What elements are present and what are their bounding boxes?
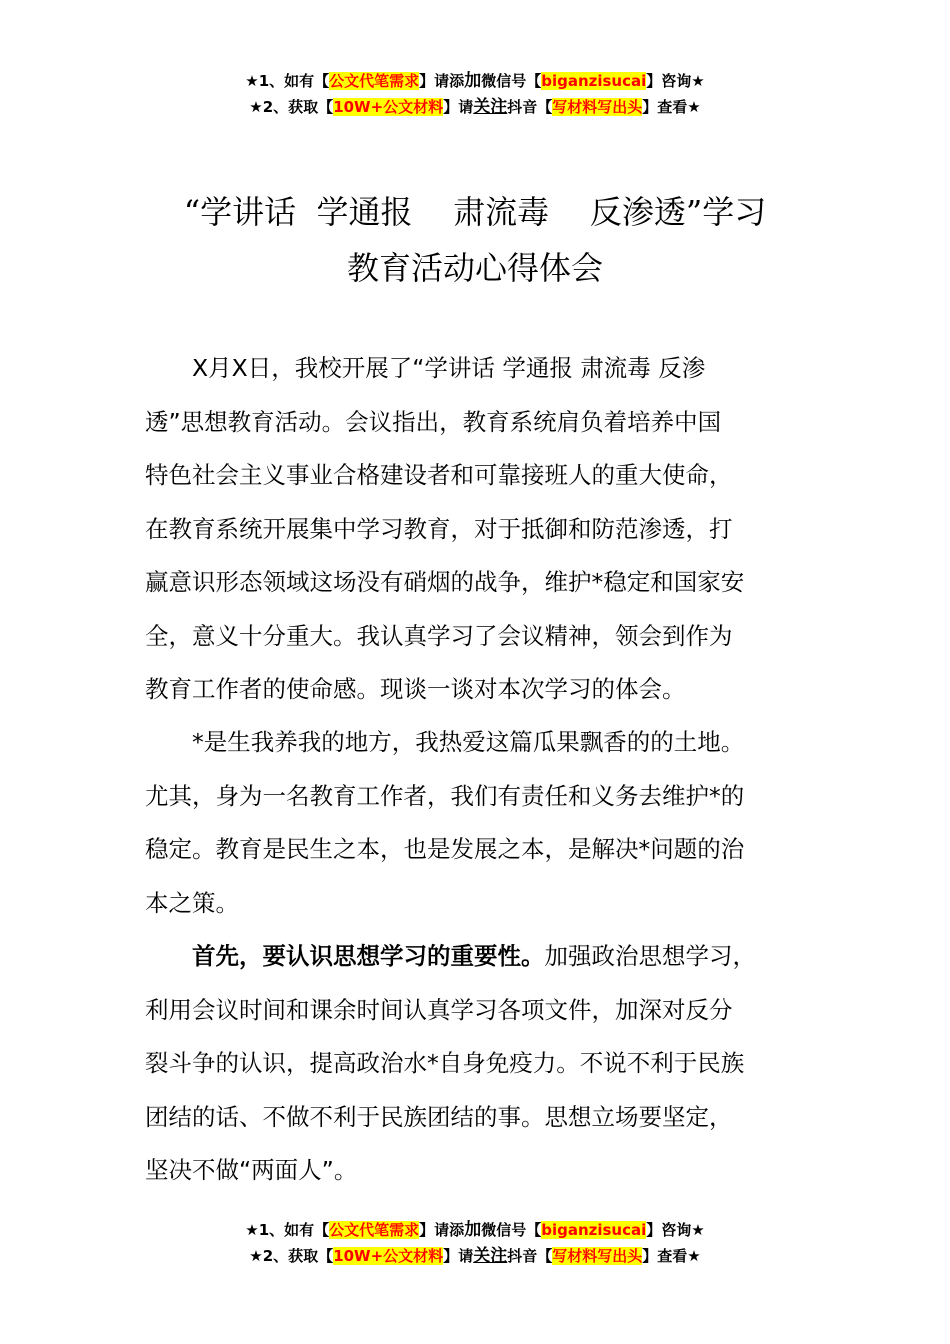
header-banner [0, 68, 950, 120]
text-line: 利用会议时间和课余时间认真学习各项文件，加深对反分 [145, 995, 733, 1024]
text-line [145, 930, 815, 984]
text-line: 裂斗争的认识，提高政治水*自身免疫力。不说不利于民族 [145, 1049, 745, 1077]
text-line: 在教育系统开展集中学习教育，对于抵御和防范渗透，打 [145, 514, 733, 543]
banner-text: 】请 [443, 1247, 474, 1265]
banner-text: ★1、如有【 [245, 1221, 330, 1239]
banner-text: 抖音【 [507, 1247, 553, 1265]
text-line: 坚决不做“两面人”。 [145, 1156, 358, 1184]
banner-text: 】咨询★ [646, 72, 705, 90]
banner-line-2 [0, 94, 950, 120]
banner-text: 关注 [473, 1246, 508, 1266]
banner-highlight: 10W+公文材料 [333, 98, 444, 116]
banner-text: ★2、获取【 [249, 98, 334, 116]
banner-highlight: biganzisucai [541, 1221, 647, 1239]
banner-line-1 [0, 1217, 950, 1243]
banner-text: 】请添 [419, 1221, 465, 1239]
text-line: 特色社会主义事业合格建设者和可靠接班人的重大使命， [145, 461, 733, 489]
banner-text: 加 [464, 1220, 482, 1240]
text-line: 稳定。教育是民生之本，也是发展之本，是解决*问题的治 [145, 835, 745, 863]
banner-text: 微信号【 [481, 72, 542, 90]
banner-text: 】请添 [419, 72, 465, 90]
paragraph-1 [145, 342, 815, 717]
banner-text: ★2、获取【 [249, 1247, 334, 1265]
paragraph-2 [145, 716, 815, 930]
banner-text: 加 [464, 71, 482, 91]
banner-highlight: 公文代笔需求 [329, 72, 420, 90]
banner-highlight: biganzisucai [541, 72, 647, 90]
text-line: X月X日，我校开展了“学讲话 学通报 肃流毒 反渗 [192, 354, 706, 382]
paragraph-3 [145, 930, 815, 1198]
text-line: 赢意识形态领域这场没有硝烟的战争，维护*稳定和国家安 [145, 568, 745, 596]
banner-line-2 [0, 1243, 950, 1269]
text-segment: 加强政治思想学习， [544, 942, 756, 970]
bold-lead: 首先，要认识思想学习的重要性。 [192, 942, 545, 970]
text-line: 本之策。 [145, 888, 239, 917]
text-line: *是生我养我的地方，我热爱这篇瓜果飘香的的土地。 [192, 728, 745, 756]
banner-text: 】咨询★ [646, 1221, 705, 1239]
banner-text: 】查看★ [642, 98, 701, 116]
banner-text: 】查看★ [642, 1247, 701, 1265]
banner-highlight: 写材料写出头 [552, 98, 643, 116]
document-title-line-1: “学讲话 学通报 肃流毒 反渗透”学习 [183, 193, 767, 231]
text-line: 教育工作者的使命感。现谈一谈对本次学习的体会。 [145, 675, 686, 703]
banner-text: 抖音【 [507, 98, 553, 116]
banner-highlight: 写材料写出头 [552, 1247, 643, 1265]
banner-highlight: 10W+公文材料 [333, 1247, 444, 1265]
text-line: 全，意义十分重大。我认真学习了会议精神，领会到作为 [145, 621, 733, 650]
banner-text: 】请 [443, 98, 474, 116]
banner-text: ★1、如有【 [245, 72, 330, 90]
text-line: 尤其，身为一名教育工作者，我们有责任和义务去维护*的 [145, 781, 745, 810]
banner-text: 微信号【 [481, 1221, 542, 1239]
document-title-line-2: 教育活动心得体会 [346, 249, 603, 287]
banner-highlight: 公文代笔需求 [329, 1221, 420, 1239]
banner-text: 关注 [473, 97, 508, 117]
banner-line-1 [0, 68, 950, 94]
text-line: 透”思想教育活动。会议指出，教育系统肩负着培养中国 [145, 407, 722, 436]
text-line: 团结的话、不做不利于民族团结的事。思想立场要坚定， [145, 1102, 733, 1131]
footer-banner [0, 1217, 950, 1269]
